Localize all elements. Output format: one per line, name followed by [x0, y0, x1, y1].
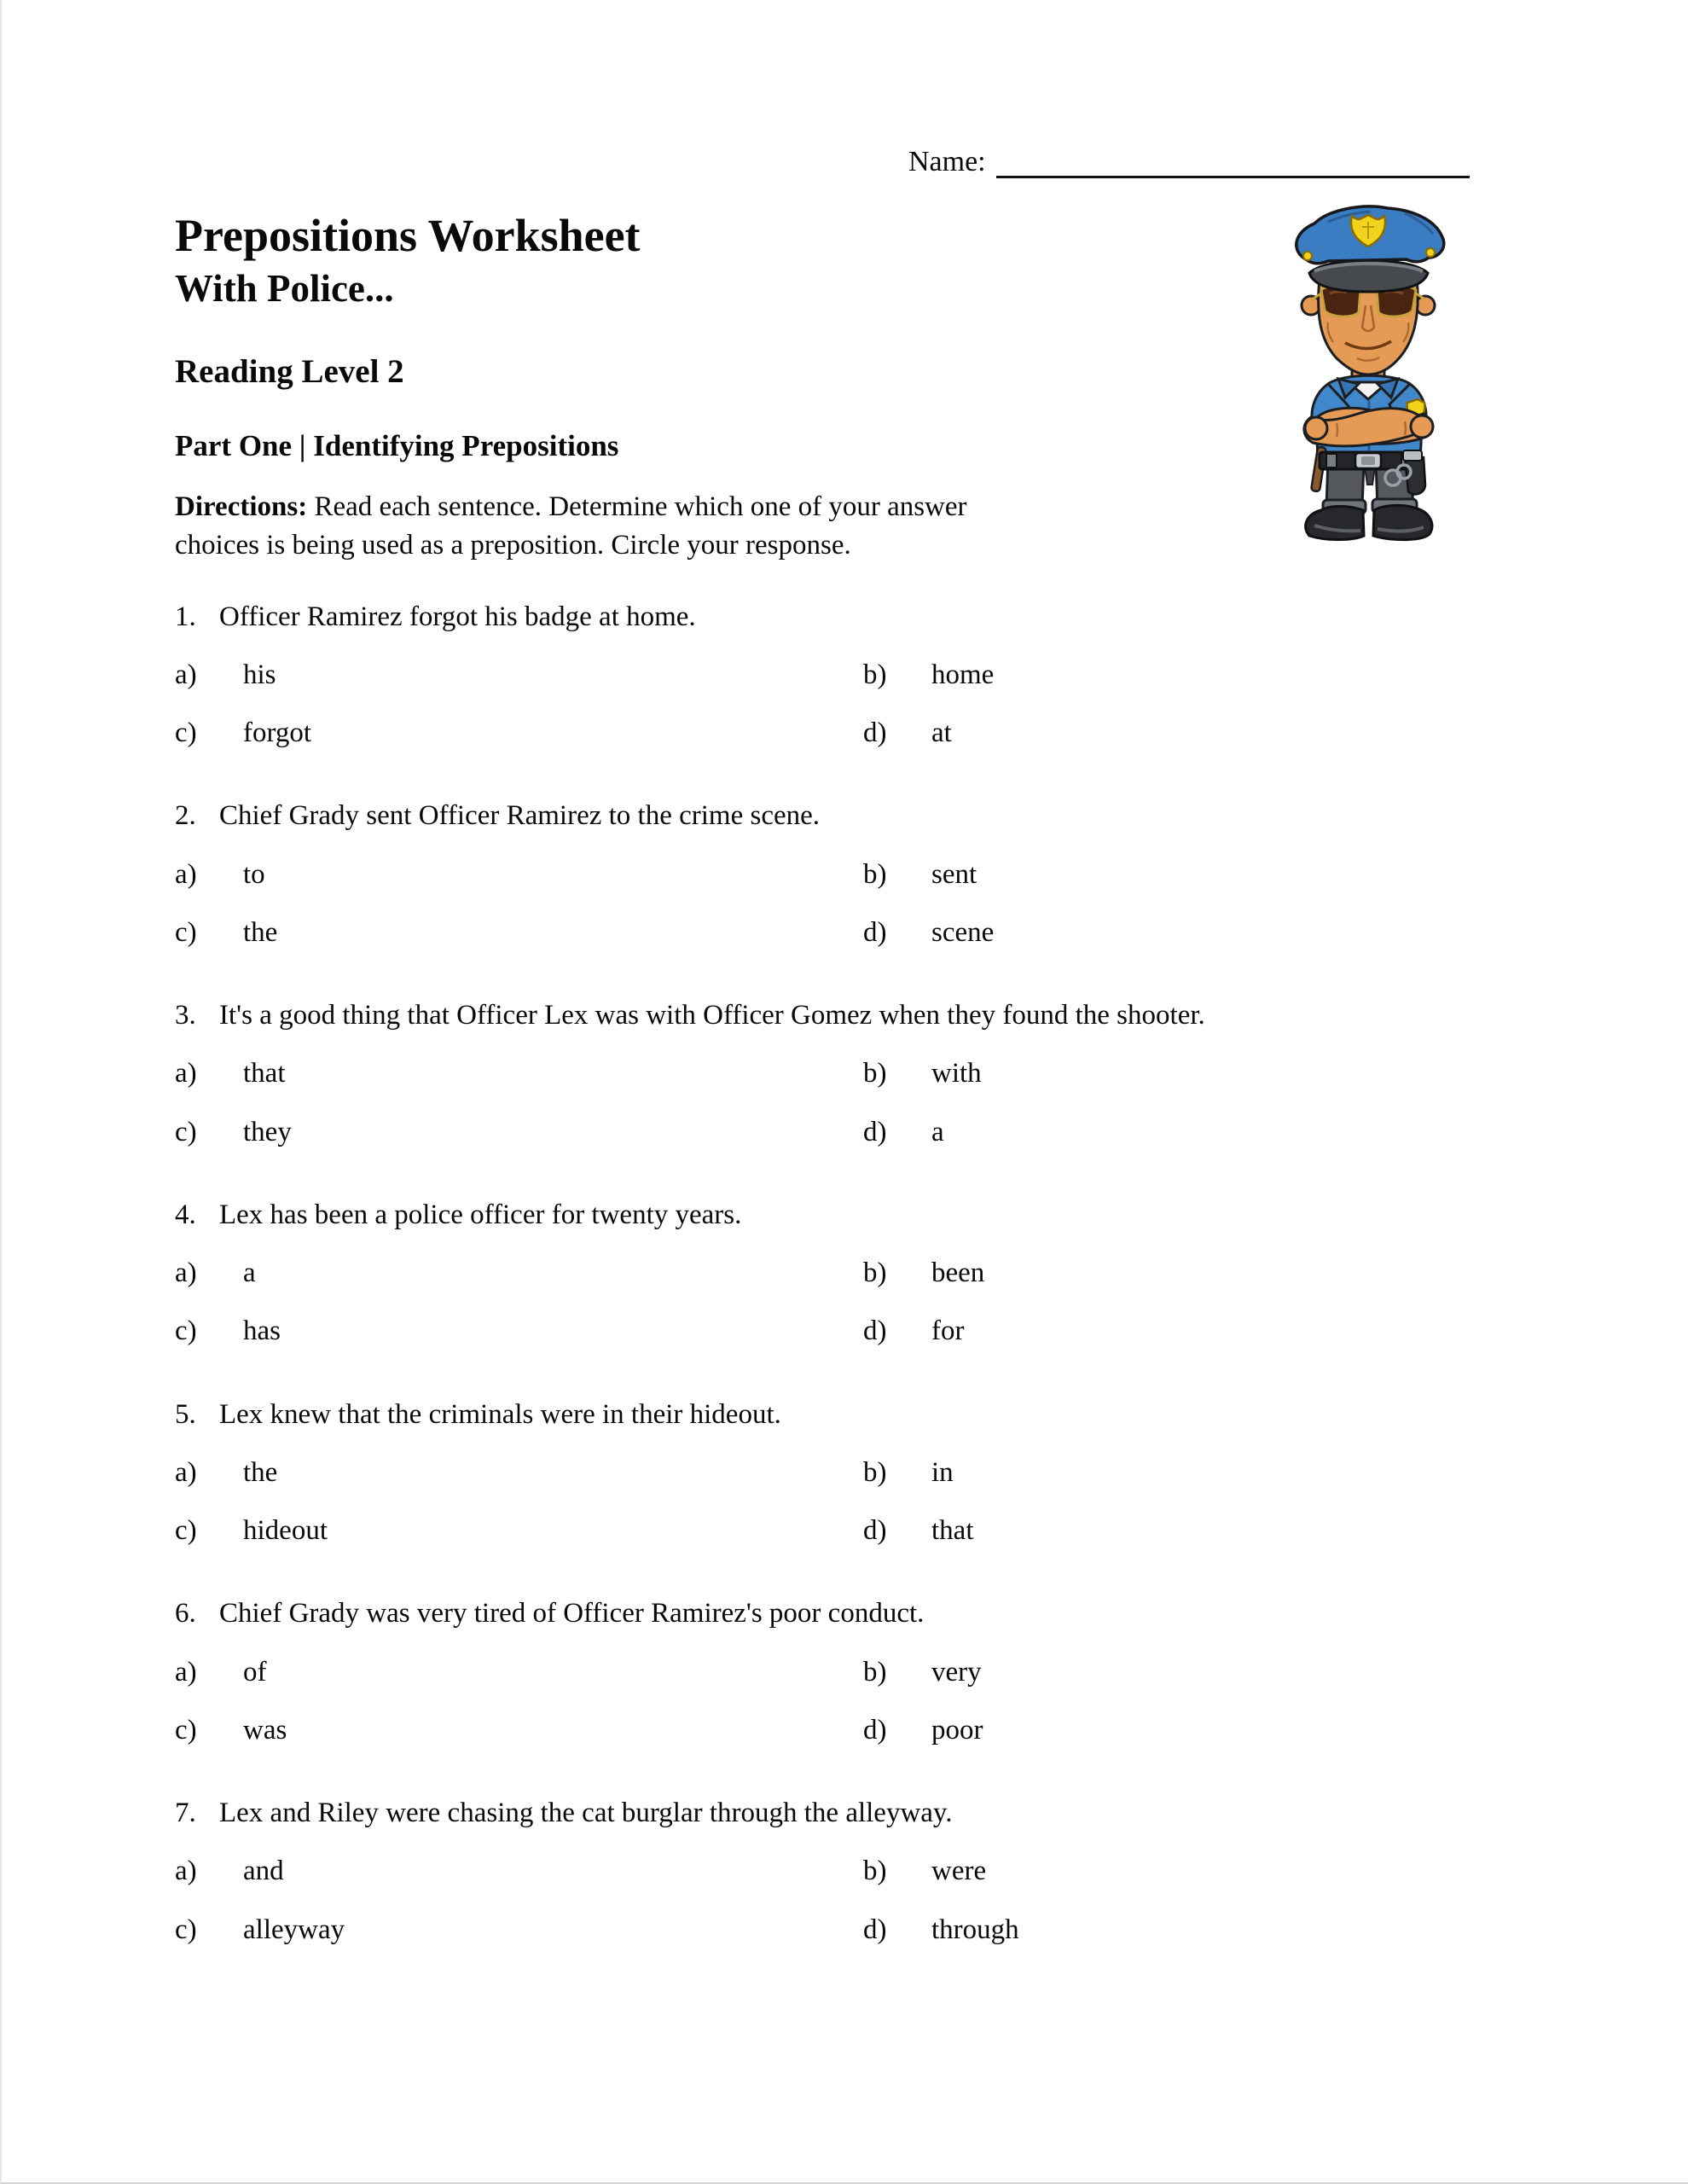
option-row	[175, 716, 1591, 750]
page-title: Prepositions Worksheet	[175, 210, 641, 261]
directions-line-1: Read each sentence. Determine which one of your answer	[314, 491, 967, 522]
directions-text	[175, 488, 1591, 566]
question-sentence	[175, 799, 1591, 833]
option-text: was	[243, 1714, 287, 1745]
option-text: in	[931, 1456, 954, 1488]
question-sentence	[175, 1397, 1591, 1432]
question-2	[175, 799, 1591, 950]
question-number: 6.	[175, 1598, 196, 1629]
option-text: with	[931, 1058, 982, 1089]
question-number: 3.	[175, 1000, 196, 1031]
option-text: and	[243, 1856, 284, 1887]
option-text: his	[243, 659, 276, 690]
option-text: of	[243, 1656, 267, 1687]
option-c[interactable]: c) has	[175, 1314, 863, 1348]
option-c[interactable]: c) alleyway	[175, 1913, 863, 1947]
question-number: 5.	[175, 1398, 196, 1430]
question-5	[175, 1397, 1591, 1548]
option-b[interactable]: b) very	[863, 1655, 982, 1689]
option-d[interactable]: d) scene	[863, 915, 994, 950]
option-d[interactable]: d) at	[863, 716, 952, 750]
option-text: a	[931, 1116, 944, 1147]
option-text: were	[931, 1856, 987, 1887]
option-c[interactable]: c) hideout	[175, 1513, 863, 1548]
option-text: to	[243, 858, 265, 890]
question-text: Lex and Riley were chasing the cat burglar through the alleyway.	[219, 1798, 953, 1829]
question-list	[175, 600, 1591, 1947]
question-sentence	[175, 1596, 1591, 1630]
option-row	[175, 658, 1591, 692]
question-text: Lex knew that the criminals were in their hideout.	[219, 1398, 781, 1430]
page-subtitle: With Police...	[175, 266, 394, 310]
option-a[interactable]: a) his	[175, 658, 863, 692]
option-text: for	[931, 1316, 965, 1347]
option-text: that	[931, 1515, 974, 1547]
option-b[interactable]: b) with	[863, 1056, 982, 1090]
option-text: forgot	[243, 717, 312, 749]
option-a[interactable]: a) a	[175, 1256, 863, 1290]
option-text: the	[243, 1456, 278, 1488]
option-text: a	[243, 1258, 256, 1289]
option-d[interactable]: d) through	[863, 1913, 1019, 1947]
name-label: Name:	[908, 146, 986, 177]
option-text: they	[243, 1116, 292, 1147]
option-b[interactable]: b) been	[863, 1256, 984, 1290]
directions-label: Directions:	[175, 491, 308, 522]
question-6	[175, 1596, 1591, 1747]
option-row	[175, 1256, 1591, 1290]
option-b[interactable]: b) in	[863, 1455, 954, 1490]
option-c[interactable]: c) forgot	[175, 716, 863, 750]
option-text: at	[931, 717, 952, 749]
directions-line-2: choices is being used as a preposition. Circle your response.	[175, 530, 851, 561]
option-d[interactable]: d) a	[863, 1115, 944, 1149]
option-text: home	[931, 659, 995, 690]
option-c[interactable]: c) was	[175, 1713, 863, 1747]
option-text: that	[243, 1058, 286, 1089]
option-row	[175, 1056, 1591, 1090]
option-row	[175, 1854, 1591, 1888]
question-7	[175, 1796, 1591, 1947]
option-b[interactable]: b) sent	[863, 857, 977, 892]
option-row	[175, 1713, 1591, 1747]
option-row	[175, 857, 1591, 892]
option-row	[175, 915, 1591, 950]
option-text: through	[931, 1914, 1019, 1945]
option-row	[175, 1655, 1591, 1689]
option-text: sent	[931, 858, 977, 890]
option-row	[175, 1455, 1591, 1490]
option-text: poor	[931, 1714, 983, 1745]
option-d[interactable]: d) that	[863, 1513, 973, 1548]
option-a[interactable]: a) that	[175, 1056, 863, 1090]
question-number: 2.	[175, 800, 196, 832]
option-b[interactable]: b) home	[863, 658, 994, 692]
option-text: alleyway	[243, 1914, 345, 1945]
option-d[interactable]: d) poor	[863, 1713, 983, 1747]
option-row	[175, 1913, 1591, 1947]
option-text: very	[931, 1656, 982, 1687]
question-number: 4.	[175, 1199, 196, 1230]
option-text: has	[243, 1316, 281, 1347]
option-text: hideout	[243, 1515, 328, 1547]
question-text: Chief Grady was very tired of Officer Ramirez's poor conduct.	[219, 1598, 925, 1629]
reading-level-heading: Reading Level 2	[175, 352, 404, 390]
worksheet-content	[175, 212, 1591, 1995]
option-a[interactable]: a) the	[175, 1455, 863, 1490]
question-number: 7.	[175, 1798, 196, 1829]
option-text: the	[243, 916, 278, 948]
option-a[interactable]: a) and	[175, 1854, 863, 1888]
name-row	[908, 145, 1470, 178]
question-text: Chief Grady sent Officer Ramirez to the crime scene.	[219, 800, 821, 832]
question-sentence	[175, 1796, 1591, 1830]
question-text: Lex has been a police officer for twenty years.	[219, 1199, 742, 1230]
question-number: 1.	[175, 601, 196, 632]
option-b[interactable]: b) were	[863, 1854, 986, 1888]
option-row	[175, 1314, 1591, 1348]
option-c[interactable]: c) they	[175, 1115, 863, 1149]
question-text: It's a good thing that Officer Lex was with Officer Gomez when they found the shooter.	[219, 1000, 1205, 1031]
part-one-heading: Part One | Identifying Prepositions	[175, 428, 619, 462]
option-d[interactable]: d) for	[863, 1314, 964, 1348]
question-1	[175, 600, 1591, 751]
question-text: Officer Ramirez forgot his badge at home.	[219, 601, 696, 632]
question-sentence	[175, 600, 1591, 634]
name-input-blank[interactable]	[996, 145, 1470, 178]
option-row	[175, 1513, 1591, 1548]
option-a[interactable]: a) of	[175, 1655, 863, 1689]
question-sentence	[175, 1198, 1591, 1232]
question-3	[175, 998, 1591, 1149]
option-a[interactable]: a) to	[175, 857, 863, 892]
question-sentence	[175, 998, 1591, 1032]
option-row	[175, 1115, 1591, 1149]
option-text: scene	[931, 916, 995, 948]
option-c[interactable]: c) the	[175, 915, 863, 950]
question-4	[175, 1198, 1591, 1349]
option-text: been	[931, 1258, 985, 1289]
